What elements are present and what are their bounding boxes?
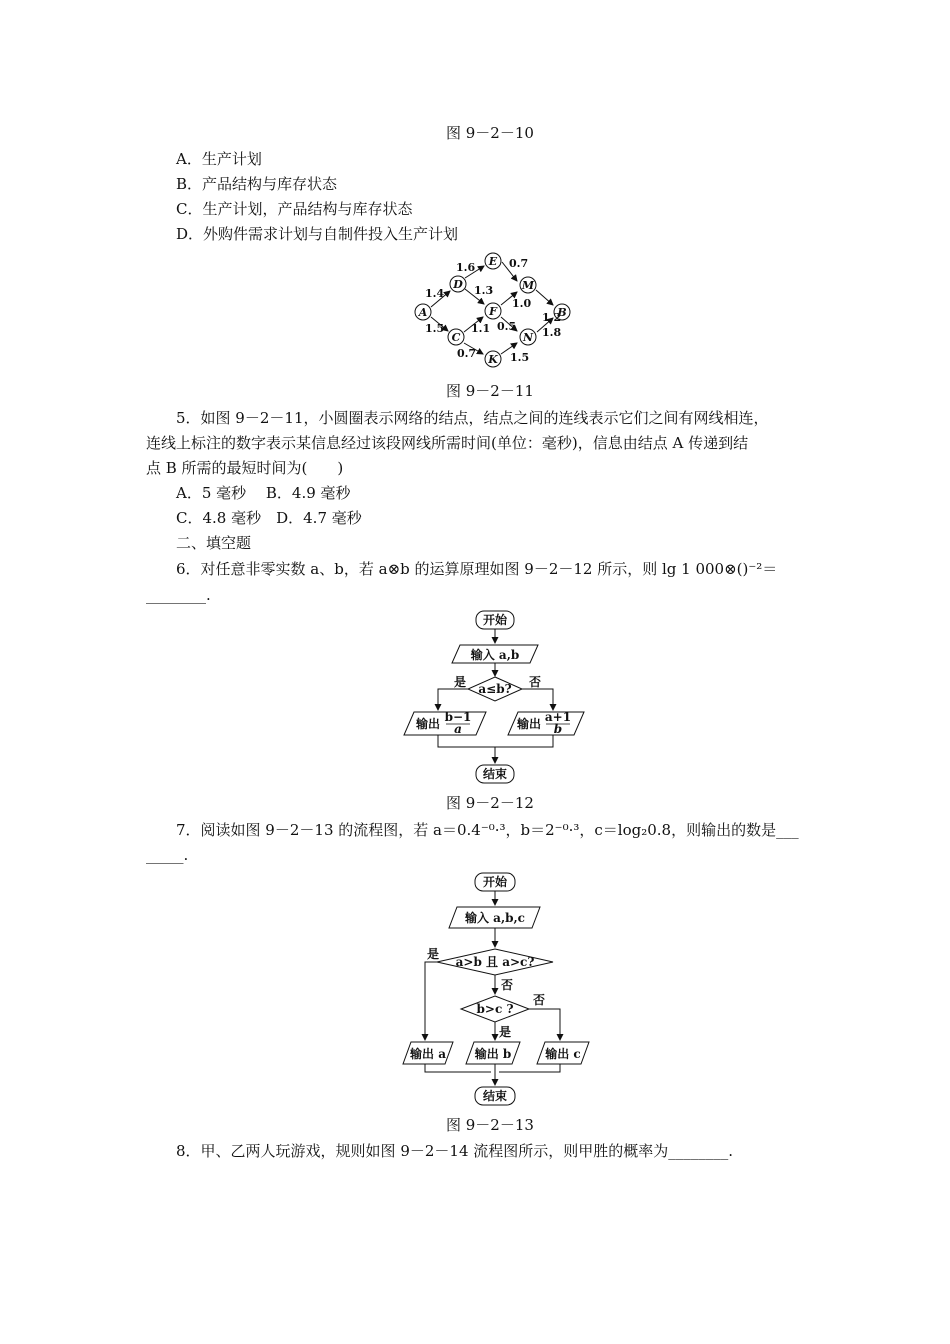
edge-ac-weight: 1.5 (425, 322, 445, 335)
fc13-yes2: 是 (499, 1025, 512, 1039)
q5-line3: 点 B 所需的最短时间为( ) (146, 459, 344, 477)
fc13-input: 输入 a,b,c (464, 911, 526, 925)
fc13-no2: 否 (533, 993, 546, 1007)
edge-de-weight: 1.6 (456, 261, 476, 274)
node-a-label: A (418, 306, 428, 319)
fig10-caption: 图 9－2－10 (446, 124, 534, 142)
q7-line2: _____. (146, 846, 189, 864)
section-fill-in-title: 二、填空题 (176, 534, 252, 552)
edge-kn-weight: 1.5 (510, 351, 530, 364)
fc12-out-right-prefix: 输出 (517, 717, 542, 731)
fig13-caption: 图 9－2－13 (446, 1116, 534, 1134)
q5-options-ab: A．5 毫秒 B．4.9 毫秒 (176, 484, 351, 502)
node-f-label: F (489, 305, 497, 318)
q4-option-d: D．外购件需求计划与自制件投入生产计划 (176, 225, 459, 243)
network-diagram (405, 250, 585, 375)
q5-line1: 5．如图 9－2－11，小圆圈表示网络的结点，结点之间的连线表示它们之间有网线相连， (176, 409, 769, 427)
edge-fn-weight: 0.5 (497, 320, 517, 333)
fc13-cond1: a>b 且 a>c? (455, 955, 535, 969)
fc13-cond2: b>c ? (476, 1002, 514, 1016)
q5-options-cd: C．4.8 毫秒 D．4.7 毫秒 (176, 509, 362, 527)
fc12-out-left-num: b−1 (444, 710, 472, 724)
fig11-caption: 图 9－2－11 (446, 382, 534, 400)
fc13-out-c: 输出 c (545, 1047, 581, 1061)
fc13-out-b: 输出 b (474, 1047, 512, 1061)
fc13-no1: 否 (501, 978, 514, 992)
edge-df-weight: 1.3 (474, 284, 494, 297)
q4-option-a: A．生产计划 (176, 150, 262, 168)
network-nodes (415, 253, 570, 367)
fc12-no: 否 (529, 675, 542, 689)
q8-text: 8．甲、乙两人玩游戏，规则如图 9－2－14 流程图所示，则甲胜的概率为________. (176, 1142, 734, 1160)
fc12-yes: 是 (454, 675, 467, 689)
q6-line1: 6．对任意非零实数 a、b，若 a⊗b 的运算原理如图 9－2－12 所示，则 lg 1 000⊗()⁻²＝ (176, 560, 778, 578)
q4-option-b: B．产品结构与库存状态 (176, 175, 338, 193)
fc12-cond: a≤b? (478, 682, 512, 696)
fc12-input: 输入 a,b (470, 648, 520, 662)
fig12-caption: 图 9－2－12 (446, 794, 534, 812)
q6-line2: ________. (146, 586, 211, 604)
edge-nb-weight: 1.8 (542, 326, 562, 339)
fc13-start: 开始 (482, 875, 508, 889)
edge-ck-weight: 0.7 (457, 347, 477, 360)
fc12-start: 开始 (482, 613, 508, 627)
edge-fm-weight: 1.0 (512, 297, 532, 310)
edge-mb-weight: 1.2 (542, 311, 562, 324)
fc12-out-left-prefix: 输出 (416, 717, 441, 731)
flowchart-12 (396, 605, 586, 790)
node-b-label: B (557, 306, 567, 319)
node-n-label: N (522, 331, 534, 344)
node-d-label: D (453, 278, 463, 291)
fc12-out-left-den: a (454, 722, 462, 736)
edge-cf-weight: 1.1 (471, 322, 491, 335)
q4-option-c: C．生产计划，产品结构与库存状态 (176, 200, 413, 218)
node-m-label: M (521, 279, 535, 292)
fc12-end: 结束 (482, 767, 508, 781)
flowchart-13 (395, 868, 595, 1108)
node-e-label: E (488, 255, 498, 268)
node-k-label: K (488, 353, 498, 366)
fc12-out-right-num: a+1 (544, 710, 572, 724)
fc13-end: 结束 (482, 1089, 508, 1103)
edge-em-weight: 0.7 (509, 257, 529, 270)
edge-ad-weight: 1.4 (425, 287, 445, 300)
fc13-out-a: 输出 a (410, 1047, 446, 1061)
q5-line2: 连线上标注的数字表示某信息经过该段网线所需时间(单位：毫秒)，信息由结点 A 传递到结 (146, 434, 749, 452)
fc12-out-right-den: b (553, 722, 563, 736)
q7-line1: 7．阅读如图 9－2－13 的流程图，若 a＝0.4⁻⁰·³，b＝2⁻⁰·³，c＝log₂0.8，则输出的数是___ (176, 821, 799, 839)
fc13-yes1: 是 (427, 947, 440, 961)
node-c-label: C (451, 331, 461, 344)
